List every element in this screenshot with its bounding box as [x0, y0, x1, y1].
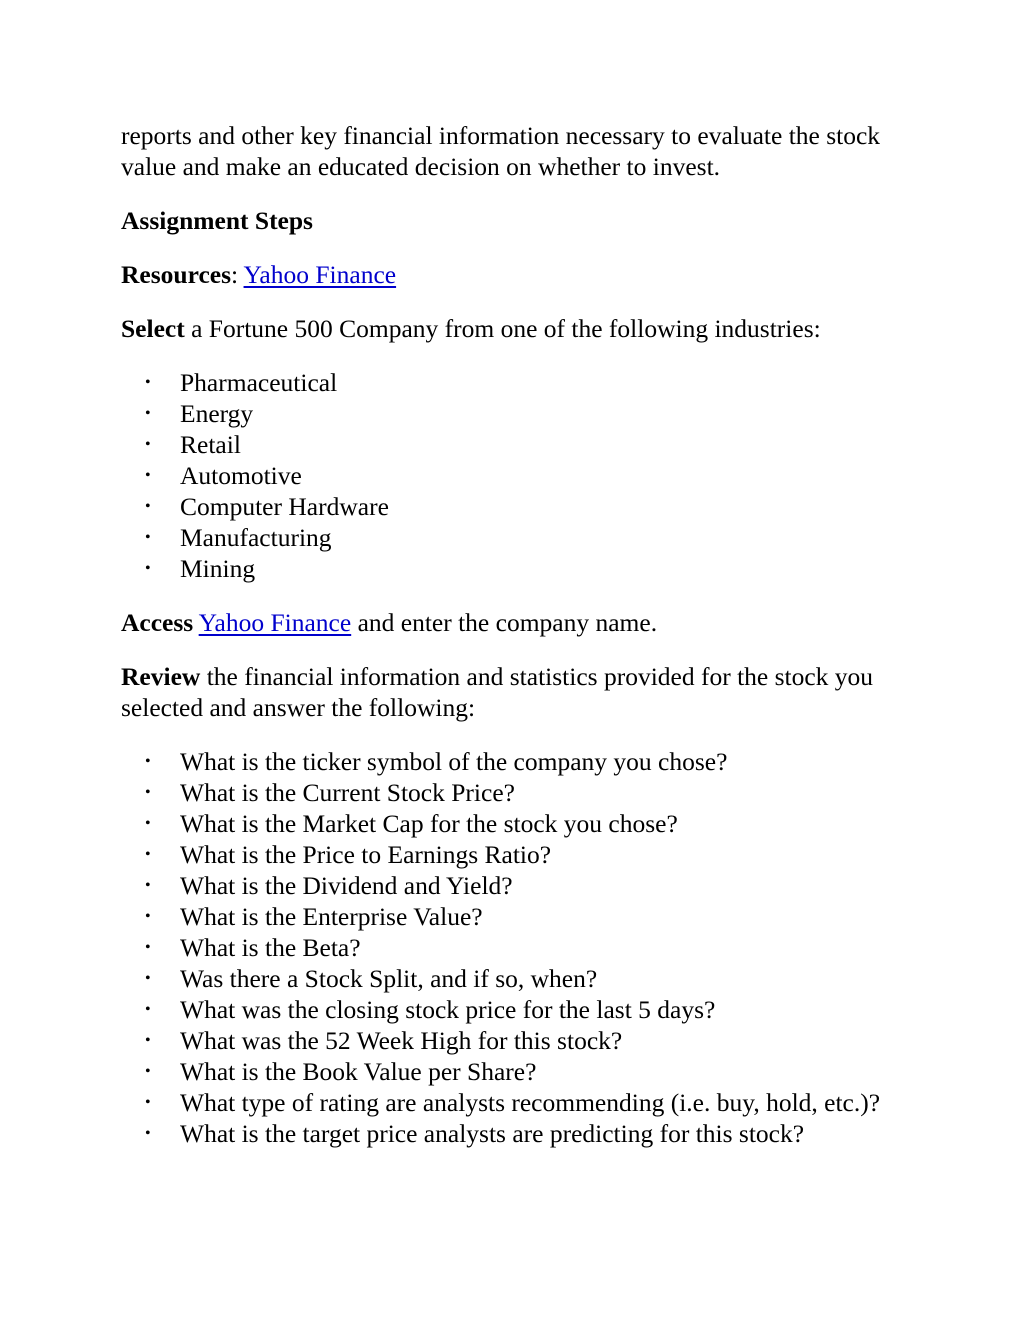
resources-separator: :	[231, 260, 239, 289]
bullet-icon: •	[145, 846, 151, 863]
list-item-text: What type of rating are analysts recommending (i.e. buy, hold, etc.)?	[180, 1088, 881, 1117]
bullet-icon: •	[145, 970, 151, 987]
list-item-text: What is the Beta?	[180, 933, 361, 962]
access-label: Access	[121, 608, 194, 637]
access-yahoo-finance-link[interactable]: Yahoo Finance	[198, 608, 352, 637]
section-heading: Assignment Steps	[121, 206, 313, 235]
bullet-icon: •	[145, 753, 151, 770]
list-item	[121, 398, 901, 429]
list-item-text: Computer Hardware	[180, 492, 389, 521]
bullet-icon: •	[145, 815, 151, 832]
list-item	[121, 1056, 901, 1087]
list-item	[121, 963, 901, 994]
list-item	[121, 553, 901, 584]
bullet-icon: •	[145, 1094, 151, 1111]
list-item-text: Pharmaceutical	[180, 368, 338, 397]
list-item	[121, 522, 901, 553]
list-item-text: What is the Market Cap for the stock you chose?	[180, 809, 678, 838]
bullet-icon: •	[145, 374, 151, 391]
bullet-icon: •	[145, 1125, 151, 1142]
list-item-text: Energy	[180, 399, 254, 428]
select-line	[121, 313, 901, 344]
list-item-text: Automotive	[180, 461, 302, 490]
list-item	[121, 429, 901, 460]
list-item-text: What is the Current Stock Price?	[180, 778, 515, 807]
list-item-text: Was there a Stock Split, and if so, when?	[180, 964, 598, 993]
review-line	[121, 661, 901, 723]
list-item-text: What is the ticker symbol of the company you chose?	[180, 747, 728, 776]
list-item	[121, 367, 901, 398]
list-item	[121, 808, 901, 839]
list-item-text: What is the Dividend and Yield?	[180, 871, 513, 900]
bullet-icon: •	[145, 467, 151, 484]
list-item	[121, 994, 901, 1025]
review-label: Review	[121, 662, 201, 691]
select-label: Select	[121, 314, 185, 343]
bullet-icon: •	[145, 1063, 151, 1080]
list-item-text: What was the closing stock price for the last 5 days?	[180, 995, 716, 1024]
list-item-text: What was the 52 Week High for this stock?	[180, 1026, 623, 1055]
intro-paragraph: reports and other key financial information necessary to evaluate the stock value and make an educated decision on whether to invest.	[121, 121, 881, 181]
resources-yahoo-finance-link[interactable]: Yahoo Finance	[243, 260, 397, 289]
bullet-icon: •	[145, 405, 151, 422]
list-item	[121, 460, 901, 491]
document-page	[121, 120, 901, 1172]
access-line	[121, 607, 901, 638]
list-item	[121, 870, 901, 901]
list-item	[121, 491, 901, 522]
resources-label: Resources	[121, 260, 232, 289]
list-item	[121, 901, 901, 932]
bullet-icon: •	[145, 908, 151, 925]
list-item	[121, 746, 901, 777]
bullet-icon: •	[145, 1001, 151, 1018]
list-item-text: Retail	[180, 430, 241, 459]
list-item-text: What is the Book Value per Share?	[180, 1057, 537, 1086]
list-item-text: Manufacturing	[180, 523, 332, 552]
list-item	[121, 1118, 901, 1149]
bullet-icon: •	[145, 784, 151, 801]
list-item-text: Mining	[180, 554, 256, 583]
list-item	[121, 1087, 901, 1118]
bullet-icon: •	[145, 436, 151, 453]
list-item-text: What is the target price analysts are predicting for this stock?	[180, 1119, 805, 1148]
resources-line	[121, 259, 901, 290]
bullet-icon: •	[145, 939, 151, 956]
bullet-icon: •	[145, 529, 151, 546]
bullet-icon: •	[145, 560, 151, 577]
review-text: the financial information and statistics provided for the stock you selected and answer the following:	[121, 662, 874, 722]
list-item-text: What is the Enterprise Value?	[180, 902, 483, 931]
questions-list	[121, 746, 901, 1149]
access-text: and enter the company name.	[357, 608, 658, 637]
list-item	[121, 1025, 901, 1056]
bullet-icon: •	[145, 1032, 151, 1049]
list-item	[121, 839, 901, 870]
list-item	[121, 777, 901, 808]
bullet-icon: •	[145, 877, 151, 894]
list-item	[121, 932, 901, 963]
select-text: a Fortune 500 Company from one of the following industries:	[191, 314, 821, 343]
bullet-icon: •	[145, 498, 151, 515]
industries-list	[121, 367, 901, 584]
list-item-text: What is the Price to Earnings Ratio?	[180, 840, 552, 869]
